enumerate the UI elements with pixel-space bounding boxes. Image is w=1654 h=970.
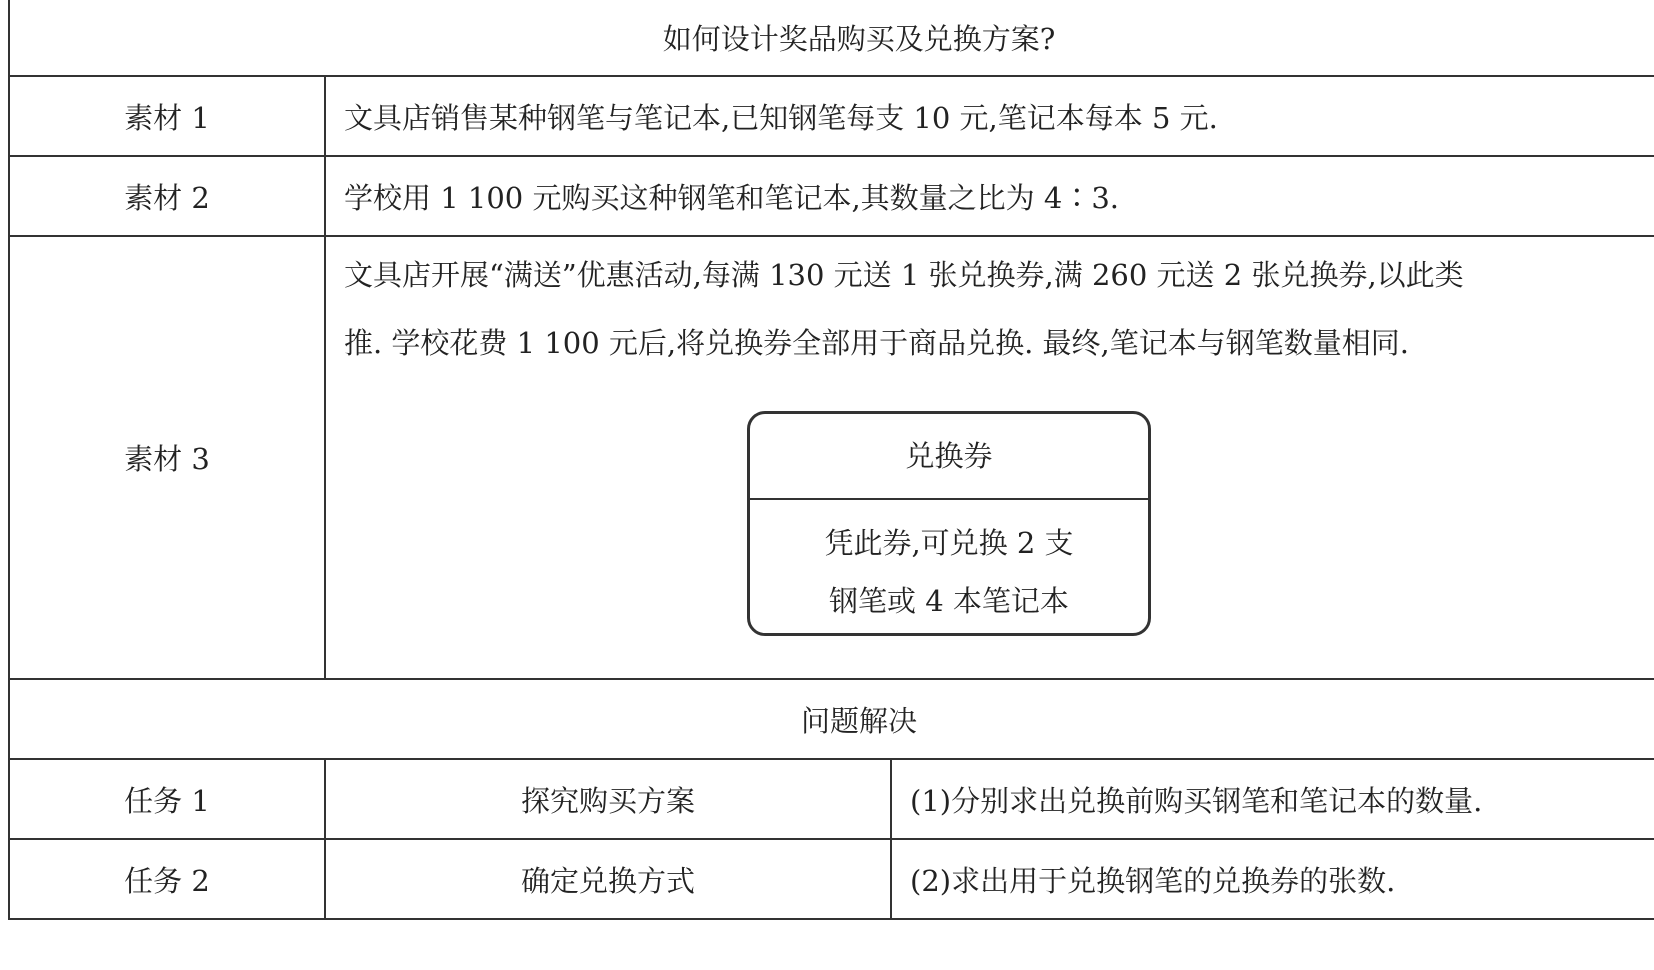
- task-1-question: (1)分别求出兑换前购买钢笔和笔记本的数量.: [891, 759, 1654, 839]
- material-row-1: [9, 76, 1654, 156]
- task-2-label: 任务 2: [9, 839, 325, 919]
- coupon-box: [747, 411, 1151, 636]
- material-row-3: [9, 236, 1654, 679]
- material-3-cell: [325, 236, 1654, 679]
- material-3-line-1: 文具店开展“满送”优惠活动,每满 130 元送 1 张兑换券,满 260 元送 2 张兑换券,以此类: [344, 258, 1464, 292]
- material-row-2: [9, 156, 1654, 236]
- coupon-title: 兑换券: [750, 414, 1148, 500]
- material-2-label: 素材 2: [9, 156, 325, 236]
- material-1-text: 文具店销售某种钢笔与笔记本,已知钢笔每支 10 元,笔记本每本 5 元.: [325, 76, 1654, 156]
- coupon-line-2: 钢笔或 4 本笔记本: [829, 584, 1069, 618]
- material-3-line-2: 推. 学校花费 1 100 元后,将兑换券全部用于商品兑换. 最终,笔记本与钢笔数量相同.: [344, 326, 1409, 360]
- material-2-text: 学校用 1 100 元购买这种钢笔和笔记本,其数量之比为 4∶3.: [325, 156, 1654, 236]
- task-row-1: [9, 759, 1654, 839]
- section-row: [9, 679, 1654, 759]
- table-title: 如何设计奖品购买及兑换方案?: [9, 0, 1654, 76]
- material-3-label: 素材 3: [9, 236, 325, 679]
- task-2-name: 确定兑换方式: [325, 839, 891, 919]
- task-2-question: (2)求出用于兑换钢笔的兑换券的张数.: [891, 839, 1654, 919]
- problem-table: [8, 0, 1654, 920]
- task-1-label: 任务 1: [9, 759, 325, 839]
- task-1-name: 探究购买方案: [325, 759, 891, 839]
- title-row: [9, 0, 1654, 76]
- task-row-2: [9, 839, 1654, 919]
- material-1-label: 素材 1: [9, 76, 325, 156]
- section-title: 问题解决: [9, 679, 1654, 759]
- coupon-body: [750, 500, 1148, 630]
- coupon-line-1: 凭此券,可兑换 2 支: [824, 526, 1074, 560]
